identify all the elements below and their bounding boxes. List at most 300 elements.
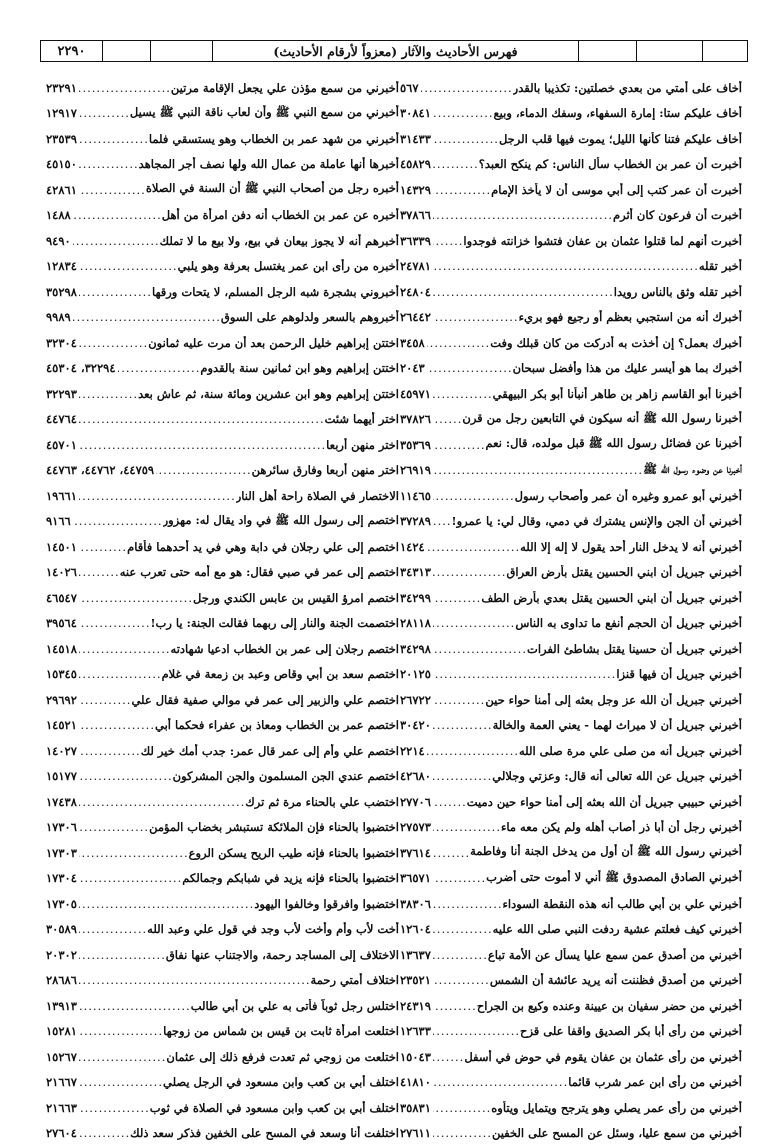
index-entry [46, 126, 399, 152]
leader-dots [73, 310, 221, 324]
leader-dots [156, 463, 252, 477]
leader-dots [433, 285, 614, 299]
index-entry [46, 789, 399, 815]
leader-dots [79, 132, 149, 146]
leader-dots [433, 1101, 491, 1115]
index-entry [400, 126, 742, 152]
index-entry [46, 432, 399, 458]
hadith-number: ٣٠٤٢٠ [400, 718, 433, 732]
hadith-number: ٢٠٣٠٢ [46, 948, 79, 962]
index-entry [400, 203, 742, 229]
entry-text: أخبرني من رأى عثمان بن عفان يقوم في حوض في أسفل [464, 1050, 742, 1064]
hadith-number: ١٤٣٢٩ [400, 183, 433, 197]
index-entry [46, 968, 399, 994]
entry-text: اختضبوا بالحناء فإنه يزيد في شبابكم وجمالكم [182, 871, 399, 885]
entry-text: أخبرني رسول الله ﷺ أن أول من يدخل الجنة أنا وفاطمة [470, 844, 742, 861]
index-entry [46, 356, 399, 382]
entry-text: اختضب علي بالحناء مرة ثم ترك [245, 795, 399, 809]
leader-dots [79, 973, 311, 987]
index-entry [46, 203, 399, 229]
leader-dots [79, 846, 189, 860]
leader-dots [79, 642, 171, 656]
entry-text: أخبرني من رأى أبا بكر الصديق واقفا على قزح [520, 1024, 742, 1038]
entry-text: اختر منهن أربعا [326, 438, 399, 452]
hadith-number: ١٧٤٣٨ [46, 795, 79, 809]
hadith-number: ٣٤٢٩٨ [400, 642, 433, 656]
hadith-number: ١٤٥١٨ [46, 642, 79, 656]
hadith-number: ٣٩٥٦٤ [46, 616, 79, 630]
hadith-number: ٢٦٤٤٢ [400, 310, 433, 324]
index-entry [46, 891, 399, 917]
hadith-number: ٤٥٨٢٩ [400, 157, 433, 171]
leader-dots [427, 336, 490, 350]
index-entry [400, 254, 742, 280]
hadith-number: ١٣٦٣٧ [400, 948, 433, 962]
hadith-number: ٣٢٢٩٤، ٤٥٣٠٤ [46, 361, 118, 375]
index-entry [46, 458, 399, 484]
page-title: فهرس الأحاديث والآثار (معزواً لأرقام الأحاديث) [213, 41, 579, 61]
leader-dots [427, 744, 519, 758]
hadith-number: ٢٢١٤ [400, 744, 427, 758]
hadith-number: ١٤٥٠١ [46, 540, 79, 554]
index-entry [400, 152, 742, 178]
entry-text: الاختصار في الصلاة راحة أهل النار [236, 489, 399, 503]
hadith-number: ٣٨٣٠٦ [400, 897, 433, 911]
leader-dots [79, 693, 132, 707]
entry-text: أخبرني من شهد عمر بن الخطاب وهو يستسقي فلما [149, 132, 399, 146]
hadith-number: ٤٤٧٦٤ [46, 412, 79, 426]
entry-text: أخبرني جبريل أن الله عز وجل بعثه إلى أمنا حواء حين [485, 693, 742, 707]
leader-dots [433, 412, 462, 426]
index-entry [400, 815, 742, 841]
hadith-number: ١٥٢٦٧ [46, 1050, 79, 1064]
hadith-number: ٩٩٨٩ [46, 310, 73, 324]
entry-text: اختصم سعد بن أبي وقاص وعبد بن زمعة في غلام [162, 667, 399, 681]
index-entry [46, 330, 399, 356]
leader-dots [79, 183, 146, 197]
hadith-number: ٣٠٥٨٩ [46, 922, 79, 936]
entry-text: أخبرني أبو عمرو وغيره أن عمر وأصحاب رسول [515, 489, 742, 503]
index-entry [46, 687, 399, 713]
leader-dots [79, 1101, 150, 1115]
leader-dots [433, 846, 470, 860]
index-entry [400, 407, 742, 433]
entry-text: اختصم إلى رسول الله ﷺ في واد يقال له: مهزور [163, 513, 399, 530]
leader-dots [79, 540, 127, 554]
hadith-number: ٢٧٥٧٣ [400, 820, 433, 834]
entry-text: اختضبوا بالحناء فإنه طيب الريح يسكن الروع [189, 846, 399, 860]
entry-text: اختلف أبي بن كعب وابن مسعود في الرجل يصلي [163, 1075, 399, 1089]
leader-dots [433, 769, 492, 783]
entry-text: أخبرني كيف فعلتم عشية ردفت النبي صلى الله عليه [493, 922, 742, 936]
entry-text: أخبرت أنهم لما قتلوا عثمان بن عفان فتشوا خزانته فوجدوا [463, 234, 742, 248]
leader-dots [79, 820, 149, 834]
index-entry [400, 228, 742, 254]
hadith-number: ٣٧٢٨٩ [400, 514, 433, 528]
leader-dots [79, 999, 191, 1013]
index-entry [400, 891, 742, 917]
leader-dots [433, 795, 467, 809]
entry-text: أخبرني من رأى ابن عمر شرب قائما [568, 1075, 742, 1089]
hadith-number: ٣٢٢٩٣ [46, 387, 79, 401]
hadith-number: ٣٦٣٣٩ [400, 234, 433, 248]
hadith-number: ١٧٣٠٦ [46, 820, 79, 834]
index-entry [400, 1019, 742, 1045]
hadith-number: ٤٥١٥٠ [46, 157, 79, 171]
entry-text: أخبر تقله [699, 259, 742, 273]
leader-dots [433, 667, 616, 681]
index-entry [46, 279, 399, 305]
entry-text: أخبرنا أبو القاسم زاهر بن طاهر أنبأنا أبو بكر البيهقي [493, 387, 742, 401]
entry-text: اختلعت من زوجي ثم تعدت فرفع ذلك إلى عثمان [166, 1050, 399, 1064]
leader-dots [433, 973, 490, 987]
leader-dots [79, 897, 254, 911]
entry-text: أخبرني حبيبي جبريل أن الله بعثه إلى أمنا حواء حين دميت [467, 795, 742, 809]
entry-text: أخاف عليكم ستا: إمارة السفهاء، وسفك الدماء، وبيع [494, 106, 742, 120]
index-entry [46, 815, 399, 841]
index-entry [400, 687, 742, 713]
entry-text: أخبرني علي بن أبي طالب أنه هذه النقطة السوداء [503, 897, 742, 911]
leader-dots [433, 1126, 492, 1140]
index-entry [46, 75, 399, 101]
entry-text: أخبرنا رسول الله ﷺ أنه سيكون في التابعين رجل من قرن [462, 411, 742, 428]
leader-dots [433, 999, 477, 1013]
leader-dots [73, 514, 163, 528]
leader-dots [79, 591, 193, 605]
leader-dots [79, 259, 178, 273]
leader-dots [433, 693, 485, 707]
leader-dots [79, 285, 152, 299]
entry-text: أخبرها أنها عاملة من عمال الله ولها نصف أجر المجاهد [139, 157, 399, 171]
hadith-number: ٢٠١٢٥ [400, 667, 433, 681]
entry-text: أخبرني جبريل أن ابني الحسين يقتل بأرض العراق [506, 565, 742, 579]
entry-text: اختصم إلى عمر في صبي فقال: هو مع أمه حتى تعرب عنه [120, 565, 399, 579]
hadith-number: ١٥٠٤٣ [400, 1050, 433, 1064]
leader-dots [79, 769, 173, 783]
hadith-number: ١٥١٧٧ [46, 769, 79, 783]
index-entry [46, 381, 399, 407]
hadith-number: ٣٢٣٠٤ [46, 336, 79, 350]
entry-text: أخبرني جبريل عن الله تعالى أنه قال: وعزتي وجلالي [492, 769, 742, 783]
index-entry [400, 483, 742, 509]
leader-dots [421, 81, 513, 95]
index-entry [400, 993, 742, 1019]
leader-dots [433, 234, 464, 248]
leader-dots [79, 1126, 130, 1140]
leader-dots [79, 718, 155, 732]
hadith-number: ٣٤٥٨ [400, 336, 427, 350]
hadith-number: ٣٤٢٩٩ [400, 591, 433, 605]
leader-dots [433, 438, 486, 452]
entry-text: اختتن إبراهيم خليل الرحمن بعد أن مرت عليه ثمانون [148, 336, 399, 350]
hadith-number: ٢٧٦٠٤ [46, 1126, 79, 1140]
hadith-number: ٣٧٨٦٦ [400, 208, 433, 222]
entry-text: أخبرت أن عمر بن الخطاب سأل الناس: كم ينكح العبد؟ [479, 157, 742, 171]
entry-text: أخبرني من حضر سفيان بن عيينة وعنده وكيع بن الجراح [477, 999, 742, 1013]
hadith-number: ٢٣٥٣٩ [46, 132, 79, 146]
entry-text: أخبروني بشجرة شبه الرجل المسلم، لا يتحات ورقها [152, 285, 399, 299]
leader-dots [433, 310, 519, 324]
entry-text: أخبرني رجل أن أبا ذر أصاب أهله ولم يكن معه ماء [501, 820, 742, 834]
hadith-number: ٣٦٥٧١ [400, 871, 433, 885]
leader-dots [79, 412, 325, 426]
leader-dots [433, 820, 501, 834]
entry-text: اختتن إبراهيم وهو ابن عشرين ومائة سنة، ثم عاش بعد [138, 387, 399, 401]
hadith-number: ٤٢٦٨٠ [400, 769, 433, 783]
index-entry [400, 662, 742, 688]
leader-dots [79, 157, 139, 171]
leader-dots [427, 540, 520, 554]
entry-text: اختصم رجلان إلى عمر بن الخطاب ادعيا شهادته [171, 642, 399, 656]
entry-text: اختلفت أنا وسعد في المسح على الخفين فذكر سعد ذلك [130, 1126, 399, 1140]
index-column-right [400, 75, 742, 1146]
entry-text: أخبرني من رأى عمر يصلي وهو يترجح ويتمايل ويتأوه [491, 1101, 742, 1115]
index-entry [46, 560, 399, 586]
entry-text: اختلس رجل ثوباً فأتى به علي بن أبي طالب [191, 999, 399, 1013]
index-entry [400, 1070, 742, 1096]
index-entry [400, 636, 742, 662]
index-entry [46, 942, 399, 968]
leader-dots [433, 387, 493, 401]
hadith-number: ٩١٦٦ [46, 514, 73, 528]
index-entry [400, 942, 742, 968]
entry-text: اختصم عمر بن الخطاب ومعاذ بن عفراء فحكما أبي [155, 718, 399, 732]
index-entry [46, 866, 399, 892]
leader-dots [433, 591, 481, 605]
index-entry [46, 738, 399, 764]
hadith-number: ٣٤٣١٣ [400, 565, 433, 579]
leader-dots [79, 1075, 163, 1089]
entry-text: أخبروهم بالسعر ولدلوهم على السوق [221, 310, 399, 324]
leader-dots [79, 438, 326, 452]
index-entry [400, 534, 742, 560]
index-entry [46, 662, 399, 688]
index-entry [46, 1121, 399, 1146]
index-entry [400, 789, 742, 815]
entry-text: أخبره رجل من أصحاب النبي ﷺ أن السنة في الصلاة [146, 181, 399, 198]
entry-text: أخبرك بعمل؟ إن أخذت به أدركت من كان قبلك وفت [490, 336, 742, 350]
entry-text: اختصمت الجنة والنار إلى ربهما فقالت الجنة: يا رب! [151, 616, 400, 630]
hadith-number: ٥٦٧ [400, 81, 421, 95]
hadith-number: ٣٥٨٣١ [400, 1101, 433, 1115]
hadith-number: ٢٣٢٩١ [46, 81, 79, 95]
entry-text: اختر منهن أربعا وفارق سائرهن [252, 463, 399, 477]
index-entry [46, 1019, 399, 1045]
hadith-number: ١٢٦٣٣ [400, 1024, 433, 1038]
leader-dots [433, 157, 479, 171]
index-entry [46, 611, 399, 637]
index-column-left [46, 75, 399, 1146]
hadith-number: ٣٧٨٢٦ [400, 412, 433, 426]
leader-dots [79, 948, 166, 962]
hadith-number: ٢٩٦٩٢ [46, 693, 79, 707]
hadith-number: ١٤٠٢٧ [46, 744, 79, 758]
hadith-number: ٢٦٩١٩ [400, 463, 433, 477]
entry-text: اختتن إبراهيم وهو ابن ثمانين سنة بالقدوم [200, 361, 399, 375]
hadith-number: ٤٤٧٥٩، ٤٤٧٦٢، ٤٤٧٦٣ [46, 463, 156, 477]
leader-dots [73, 208, 162, 222]
index-entry [46, 585, 399, 611]
leader-dots [433, 514, 452, 528]
hadith-number: ١٥٣٤٥ [46, 667, 79, 681]
leader-dots [79, 336, 148, 350]
hadith-number: ١٢٨٣٤ [46, 259, 79, 273]
leader-dots [79, 565, 120, 579]
leader-dots [118, 361, 201, 375]
entry-text: اختصم إلى علي رجلان في دابة وهي في يد أحدهما فأقام [127, 540, 399, 554]
leader-dots [433, 489, 515, 503]
index-entry [400, 330, 742, 356]
leader-dots [79, 871, 182, 885]
index-entry [400, 585, 742, 611]
index-entry [46, 254, 399, 280]
index-entry [400, 866, 742, 892]
hadith-number: ٢٨١١٨ [400, 616, 433, 630]
entry-text: اختلف أبي بن كعب وابن مسعود في الصلاة في ثوب [150, 1101, 399, 1115]
hadith-number: ١١٤٦٥ [400, 489, 433, 503]
entry-text: أخبر تقله وثق بالناس رويدا [614, 285, 742, 299]
hadith-number: ٢١٦٦٣ [46, 1101, 79, 1115]
index-entry [400, 381, 742, 407]
hadith-number: ٣٥٢٩٨ [46, 285, 79, 299]
leader-dots [433, 106, 494, 120]
index-entry [400, 101, 742, 127]
index-entry [400, 1095, 742, 1121]
hadith-number: ٤٥٩٧١ [400, 387, 433, 401]
index-entry [46, 636, 399, 662]
index-entry [400, 968, 742, 994]
hadith-number: ٤٦٥٤٧ [46, 591, 79, 605]
entry-text: اختصم امرؤ القيس بن عابس الكندي ورجل [193, 591, 399, 605]
index-entry [400, 840, 742, 866]
hadith-number: ٣٥٣٦٩ [400, 438, 433, 452]
hadith-number: ٣٠٨٤١ [400, 106, 433, 120]
hadith-number: ١٣٩١٣ [46, 999, 79, 1013]
entry-text: أخبرت أن فرعون كان أثرم [613, 208, 742, 222]
entry-text: أخبرنا عن فضائل رسول الله ﷺ قبل مولده، قال: نعم [486, 436, 742, 453]
index-entry [400, 75, 742, 101]
leader-dots [433, 565, 507, 579]
leader-dots [79, 667, 162, 681]
leader-dots [79, 1050, 166, 1064]
leader-dots [433, 1075, 568, 1089]
entry-text: أخبرني جبريل أن حسينا يقتل بشاطئ الفرات [527, 642, 742, 656]
hadith-number: ٣٧٦١٤ [400, 846, 433, 860]
hadith-number: ١٤٥٢١ [46, 718, 79, 732]
hadith-number: ١٢٦٠٤ [400, 922, 433, 936]
index-entry [400, 917, 742, 943]
leader-dots [433, 1024, 520, 1038]
leader-dots [433, 642, 527, 656]
leader-dots [433, 871, 486, 885]
entry-text: اختضبوا بالحناء فإن الملائكة تستبشر بخضاب المؤمن [149, 820, 399, 834]
entry-text: أخبرهم أنه لا يجوز بيعان في بيع، ولا بيع ما لا تملك [160, 234, 399, 248]
hadith-number: ٣١٤٣٣ [400, 132, 433, 146]
index-entry [400, 713, 742, 739]
leader-dots [79, 1024, 163, 1038]
hadith-number: ٢٧٦١١ [400, 1126, 433, 1140]
page-number: ٢٢٩٠ [41, 41, 103, 61]
index-entry [46, 228, 399, 254]
leader-dots [433, 259, 699, 273]
hadith-number: ٤٢٨٦١ [46, 183, 79, 197]
hadith-number: ٢٣٥٢١ [400, 973, 433, 987]
leader-dots [79, 81, 171, 95]
index-entry [400, 611, 742, 637]
index-entry [400, 279, 742, 305]
index-entry [46, 713, 399, 739]
leader-dots [73, 234, 160, 248]
index-entry [46, 993, 399, 1019]
entry-text: الاختلاف إلى المساجد رحمة، والاجتناب عنها نفاق [166, 948, 399, 962]
leader-dots [79, 922, 147, 936]
leader-dots [433, 922, 493, 936]
hadith-number: ٩٤٩٠ [46, 234, 73, 248]
index-entry [400, 356, 742, 382]
entry-text: اختلاف أمتي رحمة [311, 973, 399, 987]
hadith-number: ٢٧٧٠٦ [400, 795, 433, 809]
hadith-number: ١٧٣٠٣ [46, 846, 79, 860]
leader-dots [433, 1050, 464, 1064]
entry-text: أخاف عليكم فتنا كأنها الليل؛ يموت فيها قلب الرجل [499, 132, 742, 146]
leader-dots [433, 897, 503, 911]
hadith-number: ١٤٢٤ [400, 540, 427, 554]
index-entry [46, 483, 399, 509]
leader-dots [433, 948, 488, 962]
hadith-number: ٢٦٧٢٢ [400, 693, 433, 707]
hadith-number: ٢٤٧٨١ [400, 259, 433, 273]
entry-text: أخبرك أنه من استجبي بعظم أو رجيع فهو بريء [519, 310, 742, 324]
index-entry [400, 1121, 742, 1146]
hadith-number: ١٢٩١٧ [46, 106, 79, 120]
index-entry [46, 407, 399, 433]
entry-text: أخبرك بما هو أيسر عليك من هذا وأفضل سبحان [513, 361, 742, 375]
entry-text: أخبرني جبريل أنه من صلى علي مرة صلى الله [519, 744, 742, 758]
index-entry [46, 840, 399, 866]
index-entry [400, 560, 742, 586]
leader-dots [433, 183, 491, 197]
entry-text: أخبرني من سمع النبي ﷺ وأن لعاب ناقة النبي ﷺ يسيل [130, 105, 399, 122]
index-entry [46, 1044, 399, 1070]
hadith-number: ٢٠٤٣ [400, 361, 427, 375]
hadith-number: ٢٤٨٠٤ [400, 285, 433, 299]
entry-text: أخبرني أن الجن والإنس يشترك في دمي، وقال لي: يا عمرو! [452, 514, 742, 528]
hadith-number: ١٤٠٢٦ [46, 565, 79, 579]
index-entry [400, 177, 742, 203]
leader-dots [79, 387, 138, 401]
entry-text: أخبرني من أصدق فظننت أنه يريد عائشة أن الشمس [490, 973, 742, 987]
leader-dots [433, 463, 643, 477]
index-entry [400, 458, 742, 484]
hadith-number: ١٥٢٨١ [46, 1024, 79, 1038]
index-entry [400, 738, 742, 764]
index-entry [46, 305, 399, 331]
index-entry [46, 1095, 399, 1121]
entry-text: أخبرت أن عمر كتب إلى أبي موسى أن لا يأخذ الإمام [491, 183, 742, 197]
index-entry [46, 917, 399, 943]
entry-text: أخبرني من سمع مؤذن علي يجعل الإقامة مرتين [171, 81, 399, 95]
entry-text: أخبرني من أصدق عمن سمع عليا يسأل عن الأمة تباع [488, 948, 742, 962]
entry-text: أخبره من رأى ابن عمر يغتسل بعرفة وهو يلبي [178, 259, 399, 273]
index-entry [400, 764, 742, 790]
index-entry [46, 764, 399, 790]
entry-text: أخت لأب وأم وأخت لأب وجد في قول علي وعبد الله [147, 922, 399, 936]
leader-dots [433, 208, 613, 222]
index-entry [400, 432, 742, 458]
entry-text: أخبرني الصادق المصدوق ﷺ أني لا أموت حتى أضرب [486, 870, 742, 887]
leader-dots [433, 718, 493, 732]
entry-text: أخبرني أنه لا يدخل النار أحد يقول لا إله إلا الله [520, 540, 742, 554]
